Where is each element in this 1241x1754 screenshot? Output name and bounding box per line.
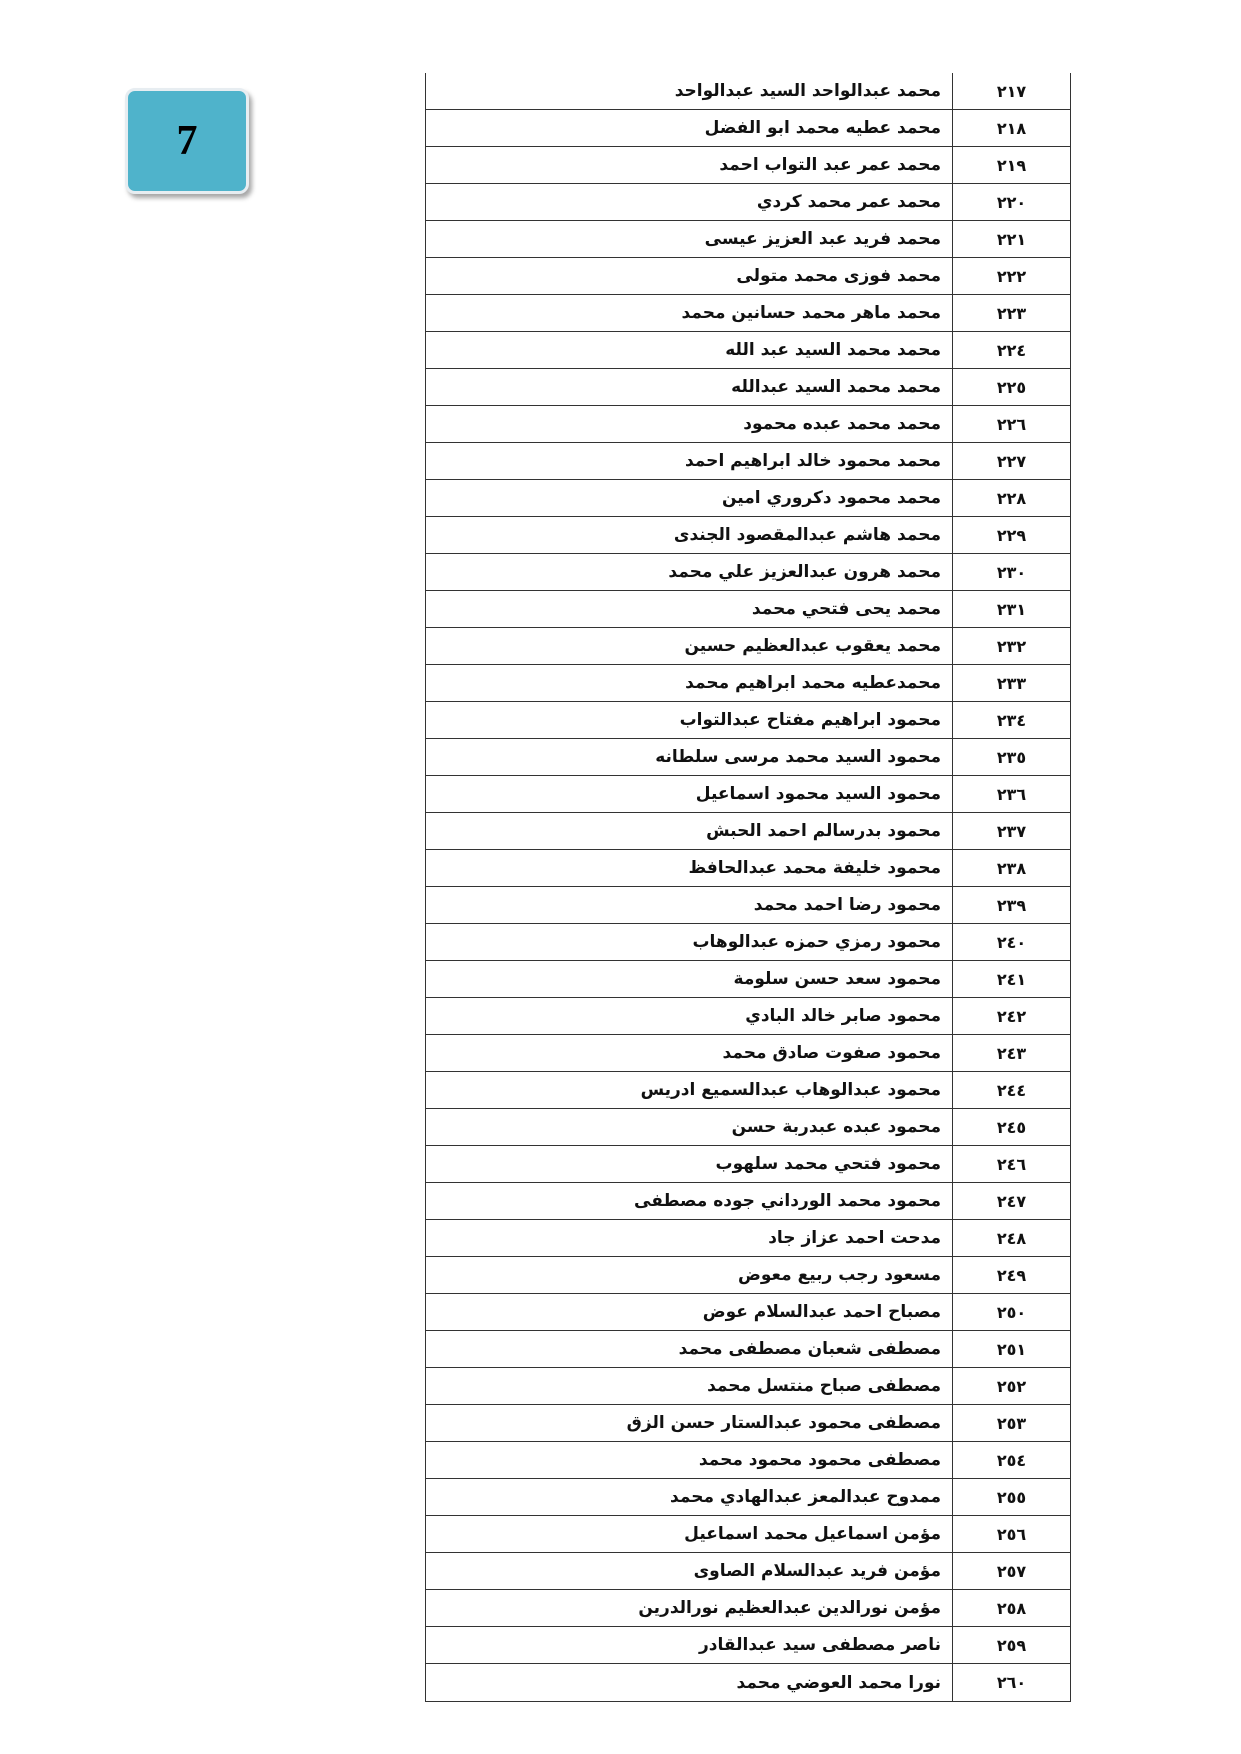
table-row — [426, 628, 1071, 665]
row-name: محمد فريد عبد العزيز عيسى — [426, 221, 953, 258]
row-number: ٢٣٨ — [953, 850, 1071, 887]
table-row — [426, 1294, 1071, 1331]
row-name: محمد محمد السيد عبدالله — [426, 369, 953, 406]
row-name: مؤمن فريد عبدالسلام الصاوى — [426, 1553, 953, 1590]
table-row — [426, 1257, 1071, 1294]
row-number: ٢٢٠ — [953, 184, 1071, 221]
row-number: ٢٣٧ — [953, 813, 1071, 850]
row-name: محمد فوزى محمد متولى — [426, 258, 953, 295]
row-number: ٢٣٢ — [953, 628, 1071, 665]
table-row — [426, 406, 1071, 443]
row-name: محمد عمر عبد التواب احمد — [426, 147, 953, 184]
table-row — [426, 443, 1071, 480]
row-number: ٢٢١ — [953, 221, 1071, 258]
table-row — [426, 147, 1071, 184]
row-name: مصطفى صباح منتسل محمد — [426, 1368, 953, 1405]
row-number: ٢٥٢ — [953, 1368, 1071, 1405]
row-number: ٢٥٦ — [953, 1516, 1071, 1553]
row-number: ٢٢٥ — [953, 369, 1071, 406]
row-number: ٢٤٥ — [953, 1109, 1071, 1146]
row-name: محمود بدرسالم احمد الحبش — [426, 813, 953, 850]
table-row — [426, 1479, 1071, 1516]
page-number: 7 — [176, 118, 198, 164]
table-row — [426, 776, 1071, 813]
table-row — [426, 1664, 1071, 1702]
row-name: محمد يحى فتحي محمد — [426, 591, 953, 628]
row-name: محمود عبدالوهاب عبدالسميع ادريس — [426, 1072, 953, 1109]
row-name: ممدوح عبدالمعز عبدالهادي محمد — [426, 1479, 953, 1516]
row-name: محمود خليفة محمد عبدالحافظ — [426, 850, 953, 887]
row-name: محمد هرون عبدالعزيز علي محمد — [426, 554, 953, 591]
row-name: مؤمن اسماعيل محمد اسماعيل — [426, 1516, 953, 1553]
row-number: ٢٤٩ — [953, 1257, 1071, 1294]
table-row — [426, 1035, 1071, 1072]
row-number: ٢٤٧ — [953, 1183, 1071, 1220]
row-number: ٢١٨ — [953, 110, 1071, 147]
row-number: ٢٢٢ — [953, 258, 1071, 295]
table-row — [426, 702, 1071, 739]
table-row — [426, 332, 1071, 369]
table-row — [426, 739, 1071, 776]
table-row — [426, 554, 1071, 591]
row-name: محمد عبدالواحد السيد عبدالواحد — [426, 73, 953, 110]
row-name: مدحت احمد عزاز جاد — [426, 1220, 953, 1257]
table-row — [426, 1627, 1071, 1664]
table-row — [426, 221, 1071, 258]
row-name: محمود محمد الورداني جوده مصطفى — [426, 1183, 953, 1220]
row-name: محمود صفوت صادق محمد — [426, 1035, 953, 1072]
row-name: محمود صابر خالد البادي — [426, 998, 953, 1035]
row-name: مسعود رجب ربيع معوض — [426, 1257, 953, 1294]
page-number-badge — [125, 88, 249, 194]
table-row — [426, 1516, 1071, 1553]
row-number: ٢٤٣ — [953, 1035, 1071, 1072]
row-number: ٢٢٩ — [953, 517, 1071, 554]
row-number: ٢٦٠ — [953, 1664, 1071, 1702]
row-number: ٢٣٠ — [953, 554, 1071, 591]
table-row — [426, 1183, 1071, 1220]
row-number: ٢٤٢ — [953, 998, 1071, 1035]
row-name: محمود السيد محمد مرسى سلطانه — [426, 739, 953, 776]
table-row — [426, 517, 1071, 554]
table-row — [426, 110, 1071, 147]
table-row — [426, 813, 1071, 850]
row-name: مصطفى محمود عبدالستار حسن الزق — [426, 1405, 953, 1442]
table-row — [426, 924, 1071, 961]
table-row — [426, 665, 1071, 702]
row-name: نورا محمد العوضي محمد — [426, 1664, 953, 1702]
table-row — [426, 1331, 1071, 1368]
row-number: ٢٢٨ — [953, 480, 1071, 517]
row-name: محمود فتحي محمد سلهوب — [426, 1146, 953, 1183]
table-row — [426, 850, 1071, 887]
row-number: ٢٤٦ — [953, 1146, 1071, 1183]
row-name: محمد محمود دكروري امين — [426, 480, 953, 517]
row-number: ٢٥٥ — [953, 1479, 1071, 1516]
row-number: ٢٤٤ — [953, 1072, 1071, 1109]
row-number: ٢٢٧ — [953, 443, 1071, 480]
row-name: محمد عمر محمد كردي — [426, 184, 953, 221]
table-row — [426, 480, 1071, 517]
row-number: ٢٣٦ — [953, 776, 1071, 813]
names-table — [425, 73, 1071, 1702]
row-name: محمد هاشم عبدالمقصود الجندى — [426, 517, 953, 554]
row-name: محمد محمد عبده محمود — [426, 406, 953, 443]
row-number: ٢٢٤ — [953, 332, 1071, 369]
row-number: ٢٣٩ — [953, 887, 1071, 924]
row-name: محمد ماهر محمد حسانين محمد — [426, 295, 953, 332]
table-row — [426, 1109, 1071, 1146]
row-number: ٢٥٧ — [953, 1553, 1071, 1590]
row-number: ٢١٩ — [953, 147, 1071, 184]
table-row — [426, 73, 1071, 110]
row-number: ٢٥٤ — [953, 1442, 1071, 1479]
row-number: ٢٤٨ — [953, 1220, 1071, 1257]
row-number: ٢٣٣ — [953, 665, 1071, 702]
table-row — [426, 1072, 1071, 1109]
table-row — [426, 1442, 1071, 1479]
table-row — [426, 961, 1071, 998]
row-number: ٢٢٦ — [953, 406, 1071, 443]
table-row — [426, 369, 1071, 406]
row-number: ٢٥٨ — [953, 1590, 1071, 1627]
table-row — [426, 1590, 1071, 1627]
table-row — [426, 295, 1071, 332]
row-number: ٢٤٠ — [953, 924, 1071, 961]
row-number: ٢٥١ — [953, 1331, 1071, 1368]
row-name: مصطفى محمود محمود محمد — [426, 1442, 953, 1479]
row-number: ٢٢٣ — [953, 295, 1071, 332]
table-row — [426, 184, 1071, 221]
table-row — [426, 1553, 1071, 1590]
table-row — [426, 1368, 1071, 1405]
table-row — [426, 998, 1071, 1035]
row-number: ٢٤١ — [953, 961, 1071, 998]
row-number: ٢٥٣ — [953, 1405, 1071, 1442]
row-name: محمود عبده عبدربة حسن — [426, 1109, 953, 1146]
table-row — [426, 258, 1071, 295]
table-row — [426, 591, 1071, 628]
row-name: محمود رمزي حمزه عبدالوهاب — [426, 924, 953, 961]
row-name: ناصر مصطفى سيد عبدالقادر — [426, 1627, 953, 1664]
row-number: ٢٥٠ — [953, 1294, 1071, 1331]
row-name: محمد يعقوب عبدالعظيم حسين — [426, 628, 953, 665]
table-row — [426, 887, 1071, 924]
row-number: ٢١٧ — [953, 73, 1071, 110]
row-name: محمود السيد محمود اسماعيل — [426, 776, 953, 813]
row-name: محمد محمد السيد عبد الله — [426, 332, 953, 369]
row-number: ٢٣١ — [953, 591, 1071, 628]
row-name: محمدعطيه محمد ابراهيم محمد — [426, 665, 953, 702]
row-name: محمد محمود خالد ابراهيم احمد — [426, 443, 953, 480]
row-name: مصباح احمد عبدالسلام عوض — [426, 1294, 953, 1331]
row-name: محمود رضا احمد محمد — [426, 887, 953, 924]
row-name: مؤمن نورالدين عبدالعظيم نورالدرين — [426, 1590, 953, 1627]
row-number: ٢٣٥ — [953, 739, 1071, 776]
row-number: ٢٥٩ — [953, 1627, 1071, 1664]
table-row — [426, 1220, 1071, 1257]
table-row — [426, 1146, 1071, 1183]
names-table-body — [426, 73, 1071, 1702]
row-name: محمد عطيه محمد ابو الفضل — [426, 110, 953, 147]
row-name: محمود ابراهيم مفتاح عبدالتواب — [426, 702, 953, 739]
row-name: محمود سعد حسن سلومة — [426, 961, 953, 998]
row-name: مصطفى شعبان مصطفى محمد — [426, 1331, 953, 1368]
table-row — [426, 1405, 1071, 1442]
row-number: ٢٣٤ — [953, 702, 1071, 739]
